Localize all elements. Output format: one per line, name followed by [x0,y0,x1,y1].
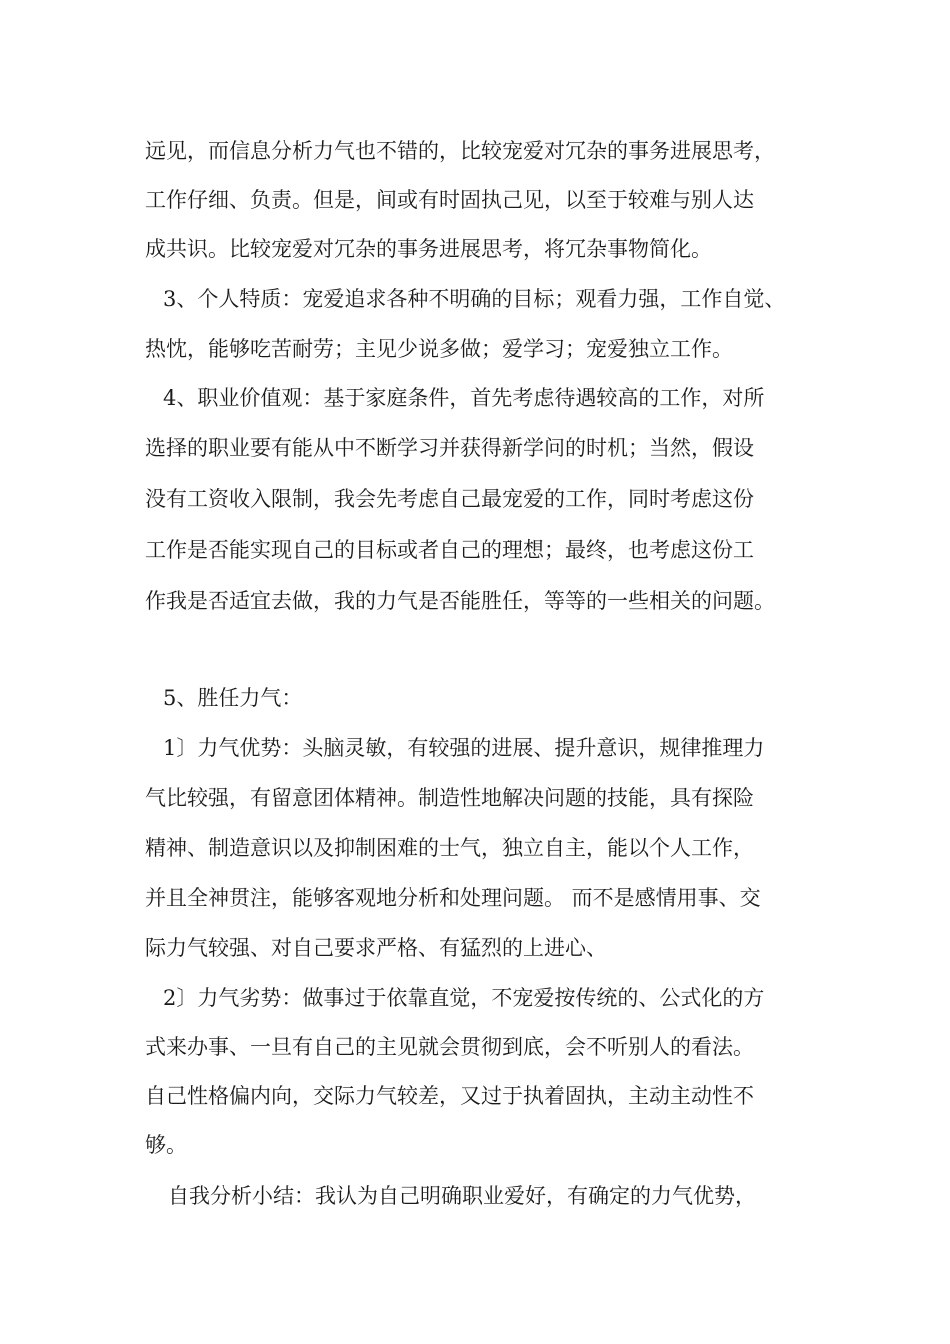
text-line: 选择的职业要有能从中不断学习并获得新学问的时机；当然，假设 [145,436,754,460]
text-line: 式来办事、一旦有自己的主见就会贯彻到底，会不听别人的看法。 [145,1035,754,1059]
section-heading: 5、胜任力气： [163,686,303,710]
text-line: 没有工资收入限制，我会先考虑自己最宠爱的工作，同时考虑这份 [145,487,754,511]
text-line: 自我分析小结：我认为自己明确职业爱好，有确定的力气优势， [168,1184,756,1208]
text-line: 热忱，能够吃苦耐劳；主见少说多做；爱学习；宠爱独立工作。 [145,337,733,361]
text-line: 1〕力气优势：头脑灵敏，有较强的进展、提升意识，规律推理力 [163,736,765,760]
text-line: 气比较强，有留意团体精神。制造性地解决问题的技能，具有探险 [145,786,754,810]
text-line: 工作仔细、负责。但是，间或有时固执己见，以至于较难与别人达 [145,188,754,212]
text-line: 并且全神贯注，能够客观地分析和处理问题。 而不是感情用事、交 [145,886,761,910]
text-line: 远见，而信息分析力气也不错的，比较宠爱对冗杂的事务进展思考， [145,139,775,163]
text-line: 际力气较强、对自己要求严格、有猛烈的上进心、 [145,936,607,960]
text-line: 作我是否适宜去做，我的力气是否能胜任，等等的一些相关的问题。 [145,589,775,613]
text-line: 成共识。比较宠爱对冗杂的事务进展思考，将冗杂事物简化。 [145,237,712,261]
text-line: 2〕力气劣势：做事过于依靠直觉，不宠爱按传统的、公式化的方 [163,986,765,1010]
text-line: 精神、制造意识以及抑制困难的士气，独立自主，能以个人工作， [145,836,754,860]
text-line: 工作是否能实现自己的目标或者自己的理想；最终，也考虑这份工 [145,538,754,562]
text-line: 3、个人特质：宠爱追求各种不明确的目标；观看力强，工作自觉、 [163,287,786,311]
text-line: 自己性格偏内向，交际力气较差，又过于执着固执，主动主动性不 [145,1084,754,1108]
text-line: 4、职业价值观：基于家庭条件，首先考虑待遇较高的工作，对所 [163,386,765,410]
text-line: 够。 [145,1133,187,1157]
